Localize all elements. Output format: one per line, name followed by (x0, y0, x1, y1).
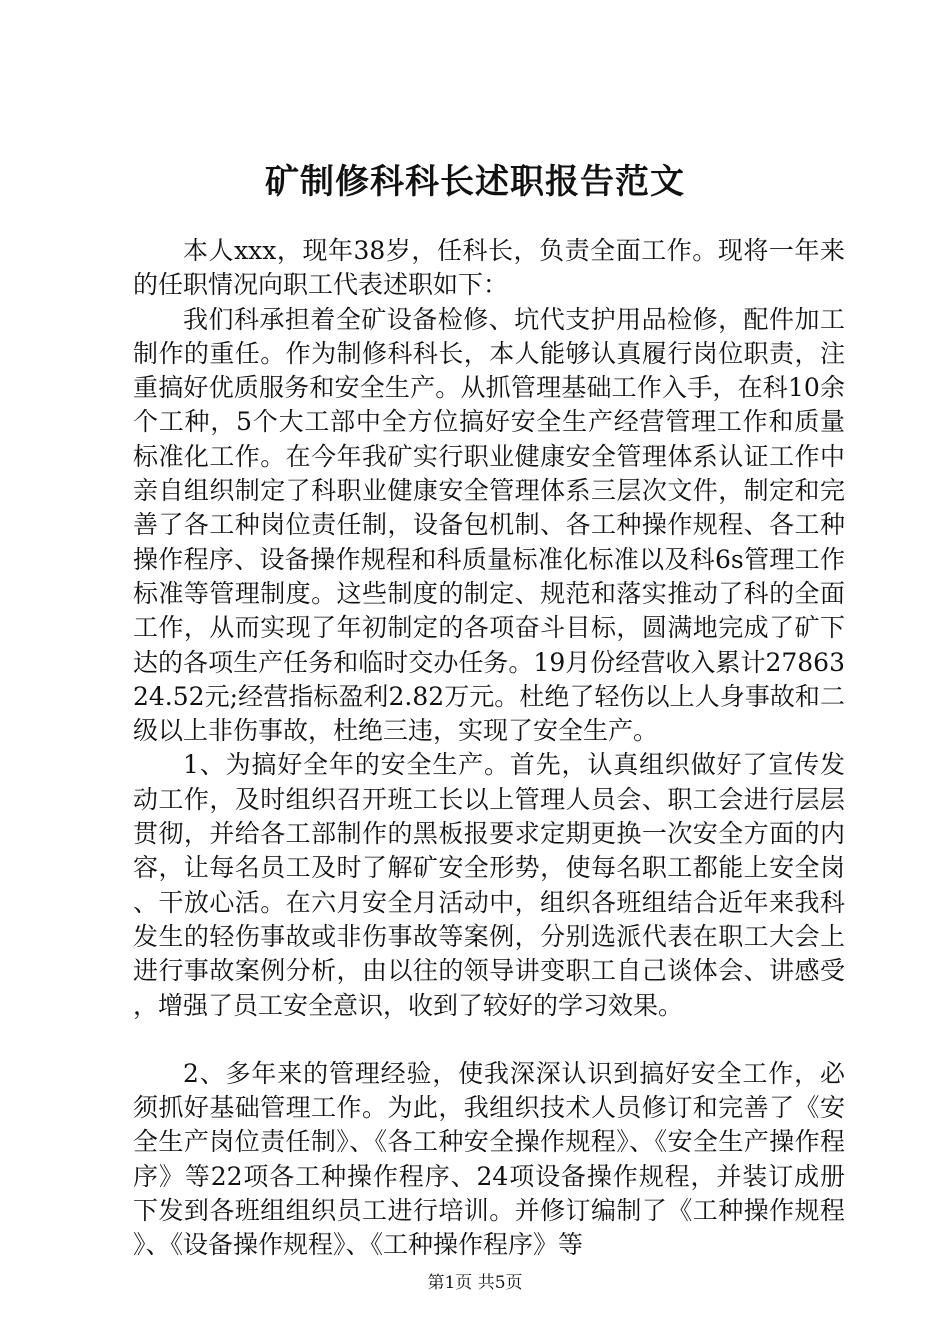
paragraph-responsibilities: 我们科承担着全矿设备检修、坑代支护用品检修，配件加工制作的重任。作为制修科科长，本人能够认真履行岗位职责，注重搞好优质服务和安全生产。从抓管理基础工作入手，在科10余个工种，5个大工部中全方位搞好安全生产经营管理工作和质量标准化工作。在今年我矿实行职业健康安全管理体系认证工作中亲自组织制定了科职业健康安全管理体系三层次文件，制定和完善了各工种岗位责任制，设备包机制、各工种操作规程、各工种操作程序、设备操作规程和科质量标准化标准以及科6s管理工作标准等管理制度。这些制度的制定、规范和落实推动了科的全面工作，从而实现了年初制定的各项奋斗目标，圆满地完成了矿下达的各项生产任务和临时交办任务。19月份经营收入累计2786324.52元;经营指标盈利2.82万元。杜绝了轻伤以上人身事故和二级以上非伤事故，杜绝三违，实现了安全生产。 (133, 304, 845, 746)
paragraph-safety-2: 2、多年来的管理经验，使我深深认识到搞好安全工作，必须抓好基础管理工作。为此，我组织技术人员修订和完善了《安全生产岗位责任制》、《各工种安全操作规程》、《安全生产操作程序》等22项各工种操作程序、24项设备操作规程，并装订成册下发到各班组组织员工进行培训。并修订编制了《工种操作规程》、《设备操作规程》、《工种操作程序》等 (133, 1058, 845, 1260)
paragraph-safety-1: 1、为搞好全年的安全生产。首先，认真组织做好了宣传发动工作，及时组织召开班工长以上管理人员会、职工会进行层层贯彻，并给各工部制作的黑板报要求定期更换一次安全方面的内容，让每名员工及时了解矿安全形势，使每名职工都能上安全岗、干放心活。在六月安全月活动中，组织各班组结合近年来我科发生的轻伤事故或非伤事故等案例，分别选派代表在职工大会上进行事故案例分析，由以往的领导讲变职工自己谈体会、讲感受，增强了员工安全意识，收到了较好的学习效果。 (133, 750, 845, 1020)
document-body (133, 234, 845, 1263)
document-title: 矿制修科科长述职报告范文 (265, 162, 685, 202)
paragraph-intro: 本人xxx，现年38岁，任科长，负责全面工作。现将一年来的任职情况向职工代表述职如下： (133, 236, 845, 300)
page-footer: 第1页 共5页 (427, 1273, 523, 1293)
